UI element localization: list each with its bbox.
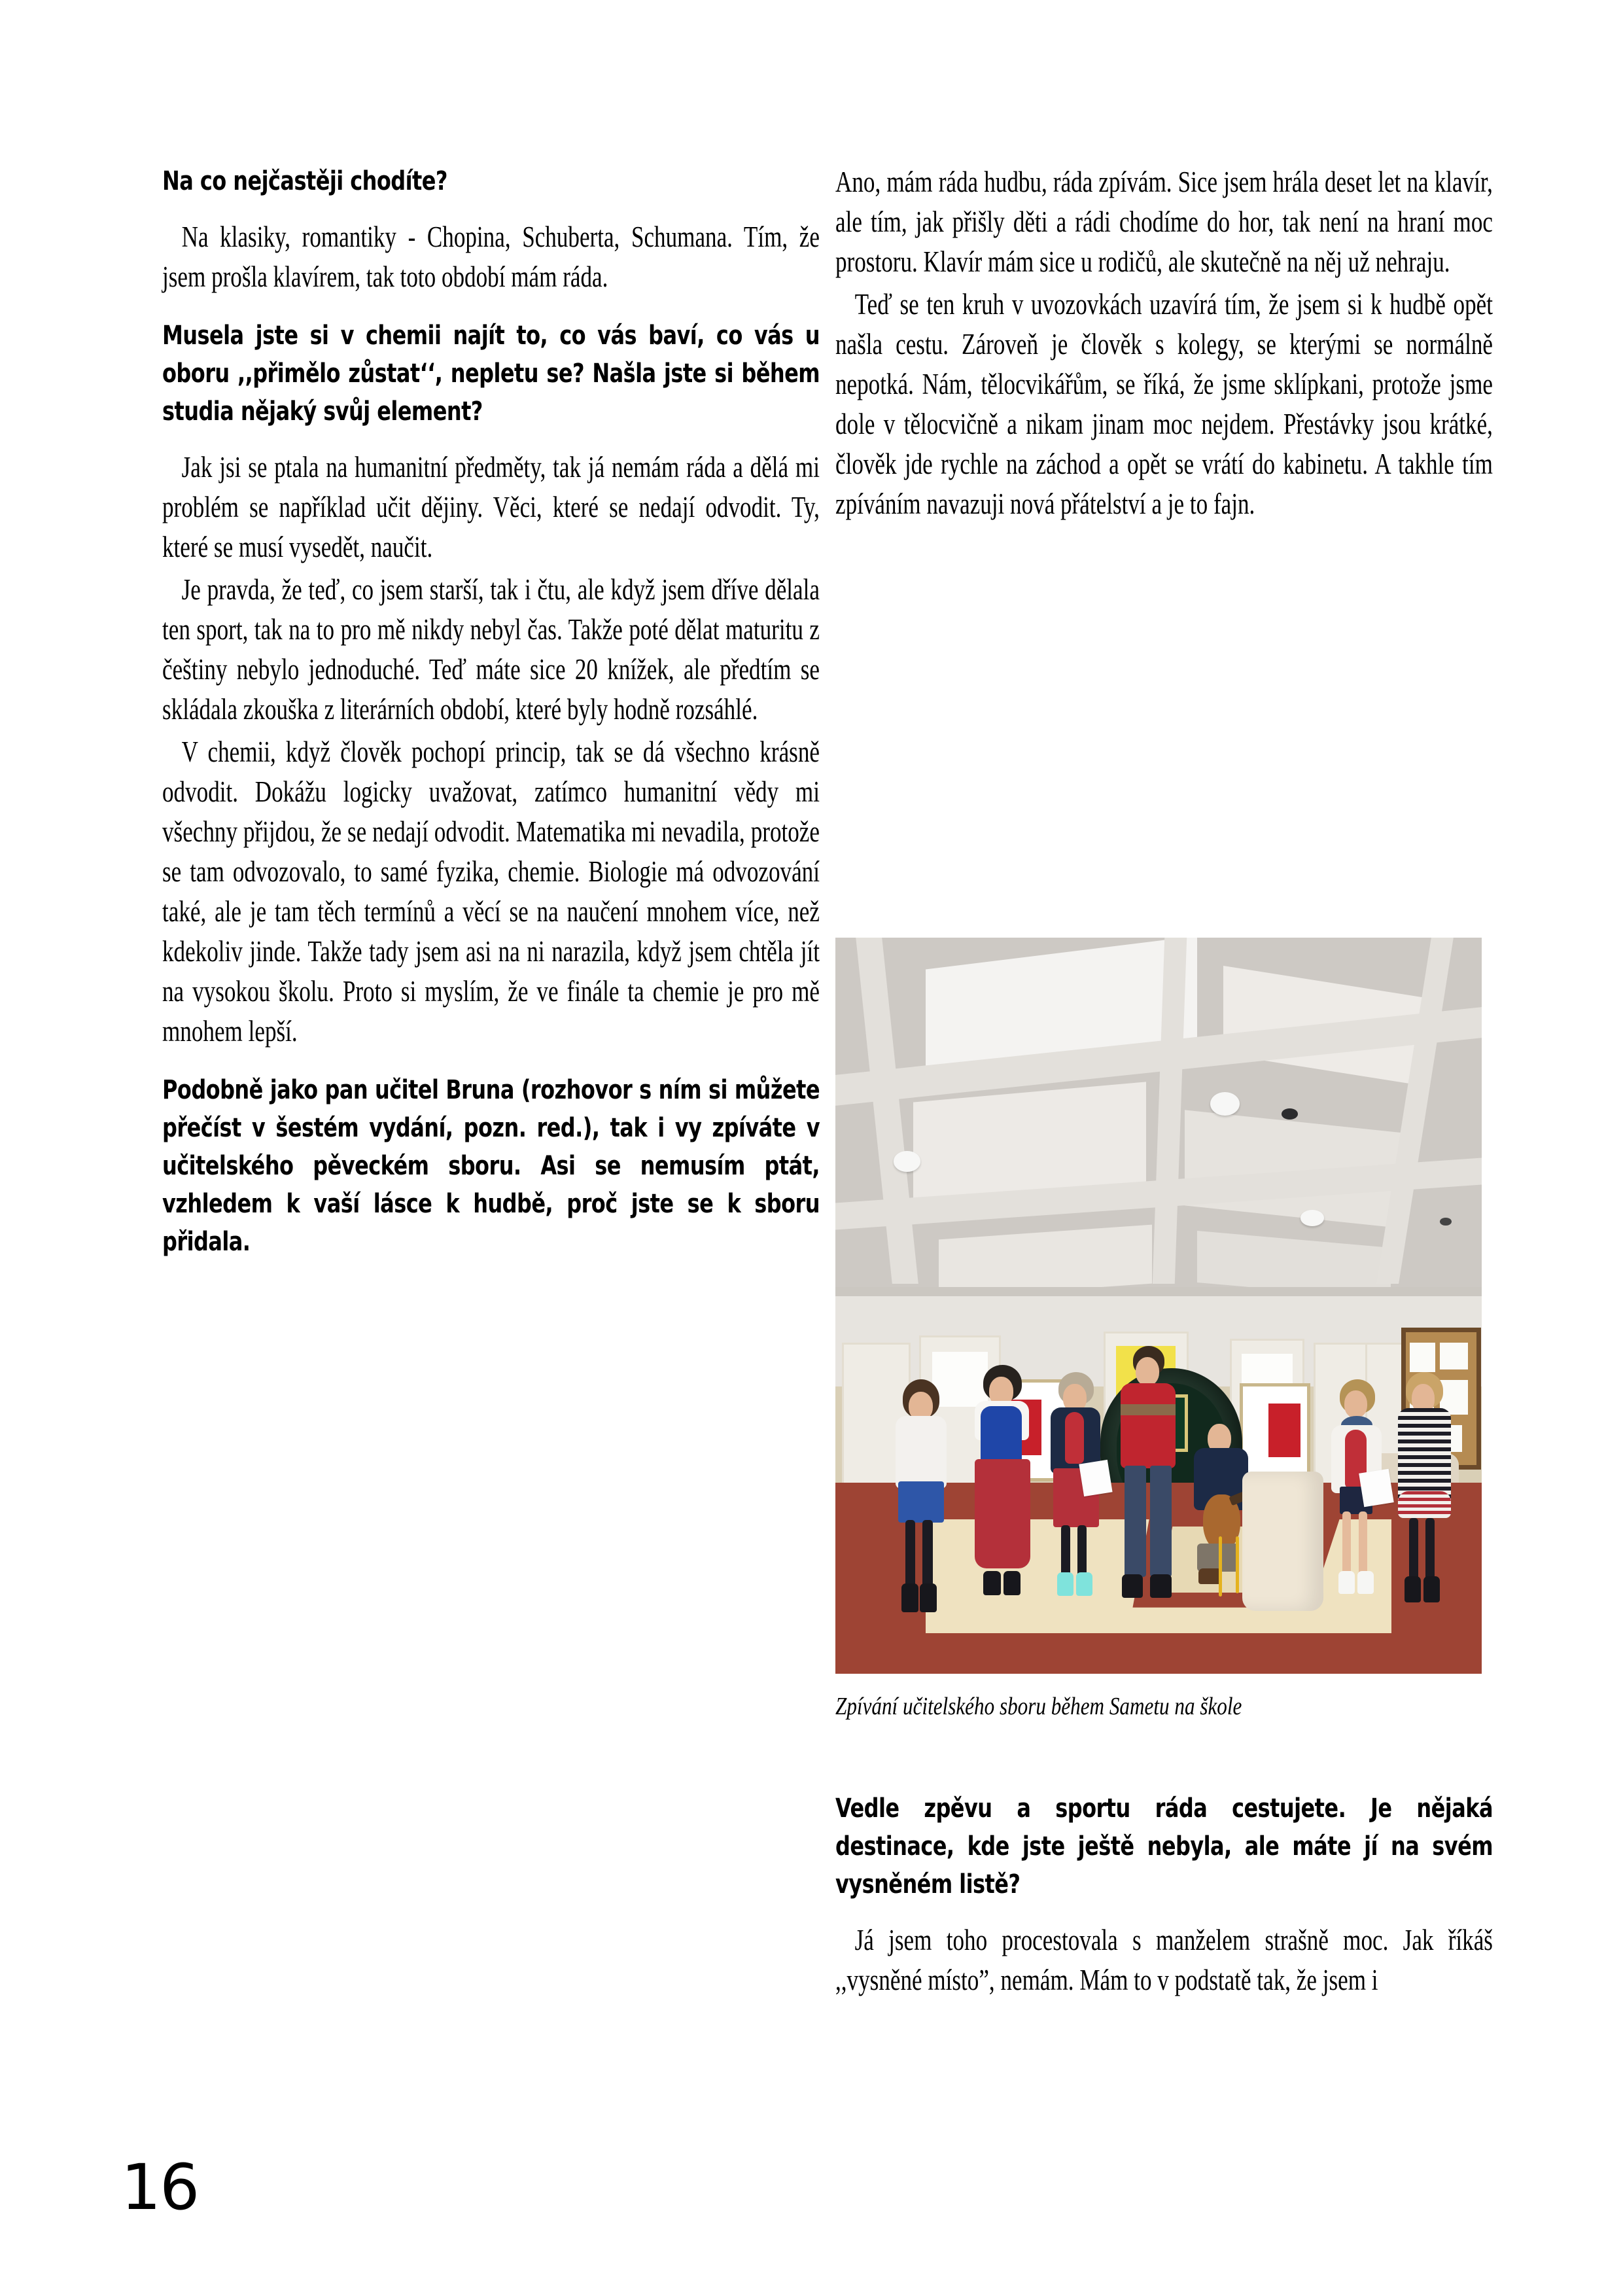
white-sneaker bbox=[1357, 1571, 1374, 1594]
red-sweater bbox=[1121, 1383, 1176, 1468]
shoe bbox=[1150, 1574, 1172, 1598]
shoe bbox=[1122, 1574, 1143, 1598]
answer-paragraph: Teď se ten kruh v uvozovkách uzavírá tím, že jsem si k hudbě opět našla cestu. Zároveň je člověk s kolegy, se kterými se normálně nepotká. Nám, tělocvikářům, se říká, že jsme sklípkani, protože jsme dole v tělocvičně a nikam jinam moc nejdem. Přestávky jsou krátké, člověk jde rychle na záchod a opět se vrátí do kabinetu. A takhle tím zpíváním navazuji nová přátelství a je to fajn. bbox=[835, 288, 1493, 520]
jeans-leg bbox=[1150, 1466, 1172, 1577]
answer-paragraph: Jak jsi se ptala na humanitní předměty, tak já nemám ráda a dělá mi problém se například učit dějiny. Věci, které se nedají odvodit. Ty, které se musí vysedět, naučit. bbox=[162, 451, 820, 563]
leg bbox=[905, 1520, 915, 1588]
choir-member bbox=[1113, 1346, 1185, 1611]
ceiling-spotlight bbox=[1282, 1108, 1299, 1120]
boot bbox=[901, 1583, 918, 1613]
question-heading: Vedle zpěvu a sportu ráda cestujete. Je nějaká destinace, kde jste ještě nebyla, ale máte jí na svém vysněném listě? bbox=[835, 1793, 1493, 1899]
leg bbox=[1409, 1518, 1419, 1581]
paragraph-spacer bbox=[162, 1054, 820, 1071]
notice-sheet bbox=[1410, 1343, 1435, 1372]
leg bbox=[1342, 1511, 1351, 1576]
shoe bbox=[1003, 1571, 1021, 1595]
choir-member bbox=[1323, 1379, 1391, 1608]
red-skirt bbox=[975, 1459, 1030, 1568]
cream-pouf bbox=[1242, 1472, 1323, 1612]
leg bbox=[922, 1520, 932, 1588]
answer-paragraph: Já jsem toho procestovala s manželem strašně moc. Jak říkáš ,,vysněné místo”, nemám. Mám to v podstatě tak, že jsem i bbox=[835, 1924, 1493, 1996]
white-top bbox=[896, 1416, 947, 1489]
shoe bbox=[983, 1571, 1000, 1595]
floor-red-band bbox=[835, 1633, 1482, 1674]
question-heading: Na co nejčastěji chodíte? bbox=[162, 166, 447, 196]
head bbox=[1136, 1357, 1160, 1386]
blue-vest bbox=[981, 1406, 1022, 1464]
red-inner-top bbox=[1065, 1412, 1084, 1464]
stool-leg bbox=[1219, 1536, 1222, 1597]
leg bbox=[1359, 1511, 1367, 1576]
song-sheet bbox=[1359, 1468, 1393, 1507]
question-heading: Musela jste si v chemii najít to, co vás baví, co vás u oboru ,,přimělo zůstat‘‘, nepletu se? Našla jste si během studia nějaký svůj element? bbox=[162, 321, 820, 427]
shoe bbox=[1405, 1576, 1421, 1603]
security-camera bbox=[1440, 1218, 1452, 1226]
poster-red-shape bbox=[1268, 1404, 1300, 1457]
choir-photograph bbox=[835, 938, 1482, 1674]
choir-member bbox=[887, 1379, 958, 1622]
paragraph-spacer bbox=[162, 300, 820, 317]
choir-member bbox=[968, 1365, 1039, 1608]
leg bbox=[1425, 1518, 1435, 1581]
ceiling-dome-light bbox=[1300, 1210, 1324, 1226]
wall-cornice bbox=[835, 1287, 1482, 1296]
ceiling-dome-light bbox=[894, 1151, 920, 1172]
right-column-lower bbox=[835, 1790, 1493, 2003]
blue-skirt bbox=[898, 1481, 944, 1523]
stool-leg bbox=[1236, 1536, 1239, 1593]
photo-caption: Zpívání učitelského sboru během Sametu na škole bbox=[835, 1693, 1242, 1720]
leg bbox=[1077, 1525, 1086, 1577]
jeans-leg bbox=[1125, 1466, 1146, 1577]
right-column bbox=[835, 162, 1493, 527]
leg bbox=[1061, 1525, 1070, 1577]
song-sheet bbox=[1079, 1459, 1113, 1496]
answer-paragraph: Na klasiky, romantiky - Chopina, Schuberta, Schumana. Tím, že jsem prošla klavírem, tak toto období mám ráda. bbox=[162, 221, 820, 293]
notice-sheet bbox=[1440, 1343, 1468, 1369]
answer-paragraph: Je pravda, že teď, co jsem starší, tak i čtu, ale když jsem dříve dělala ten sport, tak na to pro mě nikdy nebyl čas. Takže poté dělat maturitu z češtiny nebylo jednoduché. Teď máte sice 20 knížek, ale předtím se skládala zkouška z literárních období, které byly hodně rozsáhlé. bbox=[162, 573, 820, 726]
question-heading: Podobně jako pan učitel Bruna (rozhovor s ním si můžete přečíst v šestém vydání, pozn. red.), tak i vy zpíváte v učitelského pěveckém sboru. Asi se nemusím ptát, vzhledem k vaší lásce k hudbě, proč jste se k sboru přidala. bbox=[162, 1075, 820, 1257]
white-sneaker bbox=[1338, 1571, 1355, 1594]
answer-paragraph: Ano, mám ráda hudbu, ráda zpívám. Sice jsem hrála deset let na klavír, ale tím, jak přišly děti a rádi chodíme do hor, tak není na hraní moc prostoru. Klavír mám sice u rodičů, ale skutečně na něj už nehraju. bbox=[835, 166, 1493, 278]
shoe bbox=[1423, 1576, 1440, 1603]
striped-dress-red-band bbox=[1398, 1491, 1451, 1518]
sweater-stripe bbox=[1121, 1404, 1176, 1415]
turquoise-shoe bbox=[1057, 1572, 1073, 1596]
page-number: 16 bbox=[121, 2151, 199, 2224]
answer-paragraph: V chemii, když člověk pochopí princip, tak se dá všechno krásně odvodit. Dokážu logicky uvažovat, zatímco humanitní vědy mi všechny přijdou, že se nedají odvodit. Matematika mi nevadila, protože se tam odvozovalo, to samé fyzika, chemie. Biologie má odvozování také, ale je tam těch termínů a věcí se na naučení mnohem více, než kdekoliv jinde. Takže tady jsem asi na ni narazila, když jsem chtěla jít na vysokou školu. Proto si myslím, že ve finále ta chemie je pro mě mnohem lepší. bbox=[162, 735, 820, 1048]
left-column bbox=[162, 162, 820, 1278]
choir-member bbox=[1391, 1372, 1459, 1615]
boot bbox=[920, 1583, 937, 1613]
trousers bbox=[1197, 1544, 1239, 1572]
choir-member bbox=[1042, 1372, 1110, 1608]
head bbox=[1344, 1390, 1367, 1418]
photo-scene bbox=[835, 938, 1482, 1674]
turquoise-shoe bbox=[1076, 1572, 1092, 1596]
